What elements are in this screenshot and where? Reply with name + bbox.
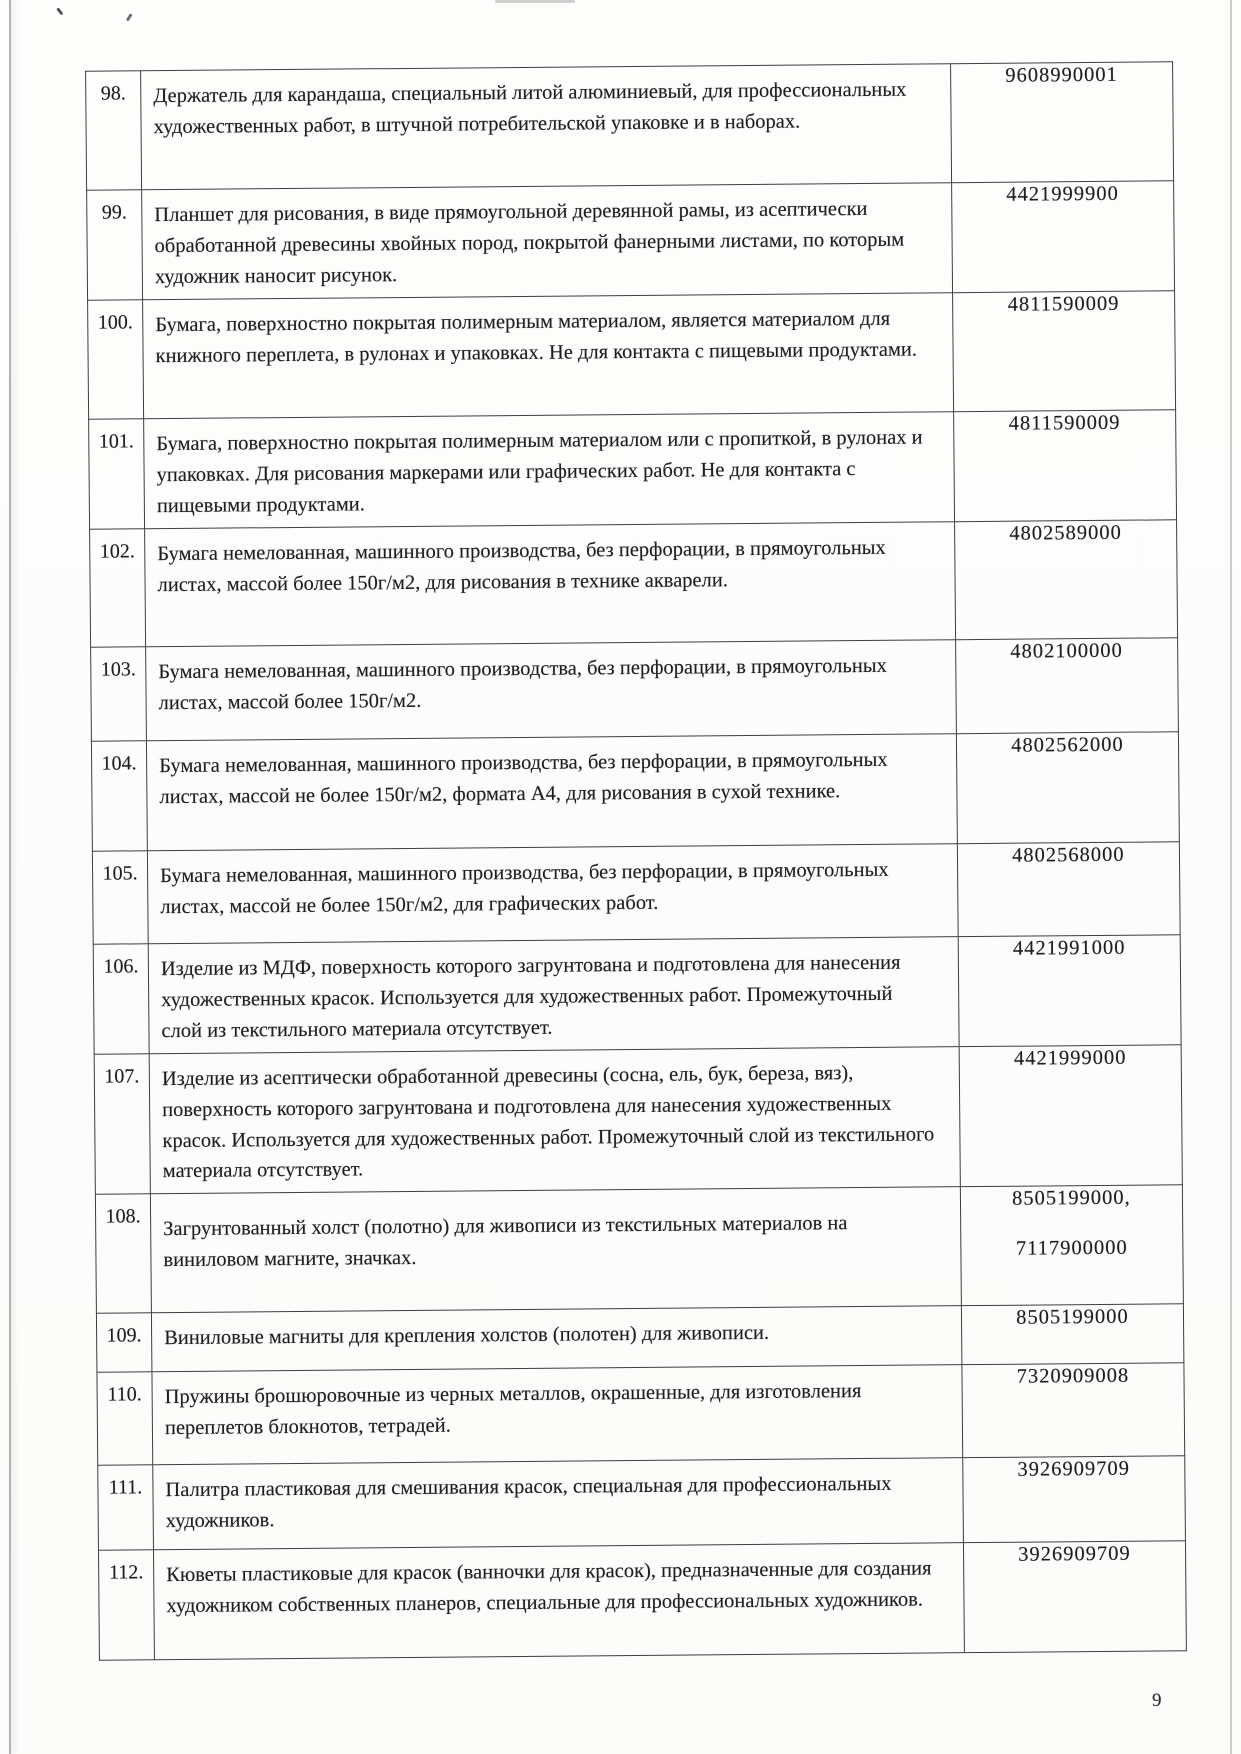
row-number-cell: 98.	[86, 71, 142, 190]
description-cell: Бумага, поверхностно покрытая полимерным материалом или с пропиткой, в рулонах и упаковках. Для рисования маркерами или графических работ. Не для контакта с пищевыми продуктами.	[144, 412, 955, 529]
code-value: 3926909709	[1017, 1457, 1131, 1481]
code-value: 4421999900	[1006, 182, 1119, 206]
table-row	[91, 638, 1179, 741]
pen-mark	[126, 13, 132, 21]
goods-table-body	[86, 62, 1187, 1660]
table-row	[94, 1045, 1182, 1194]
table-row	[91, 732, 1179, 851]
description-cell: Бумага немелованная, машинного производства, без перфорации, в прямоугольных листах, массой не более 150г/м2, формата А4, для рисования в сухой технике.	[146, 734, 957, 851]
row-number-cell: 111.	[98, 1465, 154, 1550]
code-cell	[961, 1304, 1184, 1365]
code-value: 4802562000	[1011, 733, 1124, 757]
row-number-cell: 106.	[93, 944, 149, 1054]
table-row	[88, 291, 1176, 419]
code-value: 4811590009	[1007, 292, 1120, 316]
row-number-cell: 109.	[96, 1313, 152, 1372]
description-cell: Палитра пластиковая для смешивания красок, специальная для профессиональных художников.	[153, 1458, 964, 1550]
code-value: 7117900000	[1015, 1236, 1128, 1260]
description-cell: Изделие из МДФ, поверхность которого загрунтована и подготовлена для нанесения художественных красок. Используется для художественных работ. Промежуточный слой из текстильного материала отсутствует.	[148, 937, 959, 1054]
row-number-cell: 107.	[94, 1054, 150, 1194]
page-number: 9	[1152, 1690, 1162, 1711]
table-row	[90, 520, 1178, 647]
code-value: 4421999000	[1013, 1046, 1127, 1070]
row-number-cell: 105.	[92, 851, 148, 944]
pen-mark	[57, 7, 64, 15]
description-cell: Кюветы пластиковые для красок (ванночки для красок), предназначенные для создания художником собственных планеров, специальные для профессиональных художников.	[153, 1543, 964, 1660]
code-cell	[957, 842, 1180, 937]
code-value: 9608990001	[1005, 63, 1118, 87]
table-row	[98, 1541, 1186, 1660]
code-cell	[950, 62, 1173, 183]
table-row	[92, 842, 1180, 944]
row-number-cell: 100.	[88, 300, 144, 419]
page-edge-left	[9, 0, 11, 1754]
code-cell	[962, 1363, 1185, 1458]
code-cell	[954, 520, 1177, 640]
page-edge-right	[1230, 0, 1232, 1754]
code-cell	[953, 410, 1176, 522]
table-row	[97, 1363, 1185, 1465]
table-row	[86, 62, 1174, 190]
description-cell: Держатель для карандаша, специальный литой алюминиевый, для профессиональных художественных работ, в штучной потребительской упаковке и в наборах.	[141, 64, 952, 190]
description-cell: Планшет для рисования, в виде прямоугольной деревянной рамы, из асептически обработанной древесины хвойных пород, покрытой фанерными листами, по которым художник наносит рисунок.	[142, 183, 953, 300]
row-number-cell: 102.	[90, 529, 146, 647]
code-value: 4811590009	[1008, 411, 1121, 435]
code-value: 4802568000	[1012, 843, 1125, 867]
code-cell	[952, 291, 1175, 412]
goods-table	[85, 61, 1187, 1660]
description-cell: Бумага немелованная, машинного производства, без перфорации, в прямоугольных листах, массой более 150г/м2, для рисования в технике акварели.	[145, 522, 956, 647]
code-value: 8505199000	[1016, 1305, 1129, 1329]
table-row	[93, 935, 1181, 1054]
scan-smudge	[495, 0, 575, 3]
code-value: 7320909008	[1016, 1364, 1130, 1388]
table-row	[89, 410, 1177, 529]
row-number-cell: 108.	[95, 1194, 151, 1313]
code-cell	[955, 638, 1178, 734]
row-number-cell: 99.	[87, 190, 143, 300]
code-value: 4802589000	[1009, 521, 1122, 545]
row-number-cell: 101.	[89, 419, 145, 529]
code-cell	[963, 1456, 1186, 1543]
row-number-cell: 103.	[91, 647, 147, 741]
code-cell	[960, 1185, 1183, 1306]
description-cell: Виниловые магниты для крепления холстов (полотен) для живописи.	[151, 1306, 961, 1372]
code-cell	[959, 1045, 1182, 1187]
description-cell: Загрунтованный холст (полотно) для живописи из текстильных материалов на виниловом магните, значках.	[150, 1187, 961, 1313]
table-row	[96, 1304, 1183, 1372]
description-cell: Пружины брошюровочные из черных металлов, окрашенные, для изготовления переплетов блокнотов, тетрадей.	[152, 1365, 963, 1465]
row-number-cell: 110.	[97, 1372, 153, 1465]
code-value: 3926909709	[1018, 1542, 1131, 1566]
code-value: 4421991000	[1012, 936, 1126, 960]
row-number-cell: 112.	[98, 1550, 154, 1660]
description-cell: Бумага немелованная, машинного производства, без перфорации, в прямоугольных листах, массой не более 150г/м2, для графических работ.	[147, 844, 958, 944]
table-row	[87, 181, 1175, 300]
row-number-cell: 104.	[91, 741, 147, 851]
code-value: 4802100000	[1010, 639, 1123, 663]
table-row	[95, 1185, 1183, 1313]
code-cell	[963, 1541, 1186, 1653]
table-row	[98, 1456, 1186, 1550]
code-cell	[951, 181, 1174, 293]
description-cell: Бумага немелованная, машинного производства, без перфорации, в прямоугольных листах, массой более 150г/м2.	[146, 640, 957, 741]
description-cell: Изделие из асептически обработанной древесины (сосна, ель, бук, береза, вяз), поверхность которого загрунтована и подготовлена для нанесения художественных красок. Используется для художественных работ. Промежуточный слой из текстильного материала отсутствует.	[149, 1047, 960, 1194]
code-cell	[958, 935, 1181, 1047]
code-value: 8505199000,	[1011, 1186, 1131, 1210]
description-cell: Бумага, поверхностно покрытая полимерным материалом, является материалом для книжного переплета, в рулонах и упаковках. Не для контакта с пищевыми продуктами.	[143, 293, 954, 419]
code-cell	[956, 732, 1179, 844]
